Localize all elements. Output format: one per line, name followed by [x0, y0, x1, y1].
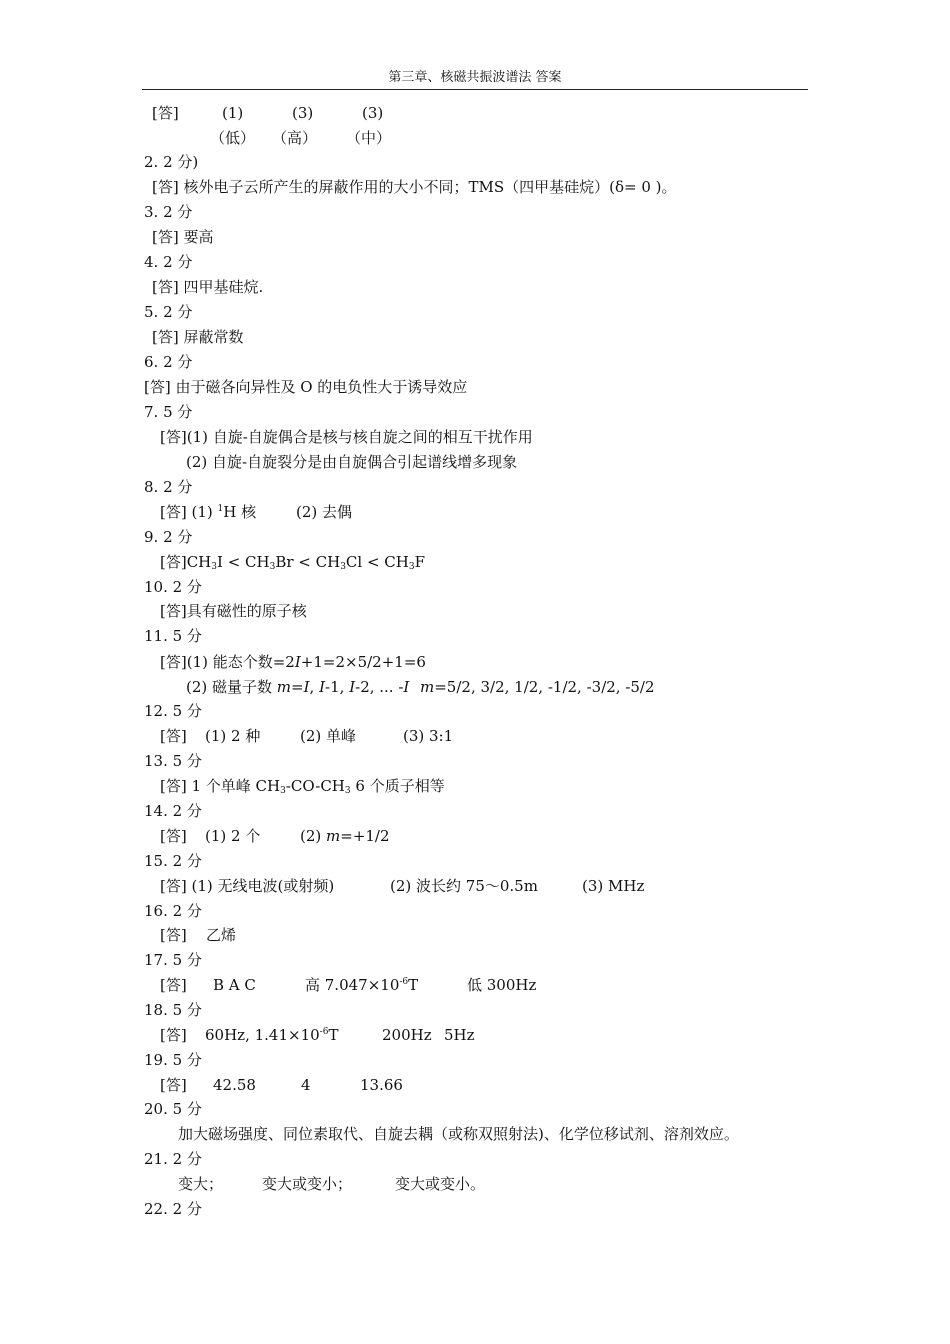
- answer-18-part3: 5Hz: [444, 1026, 475, 1044]
- answer-18-part1: 60Hz, $1.41\times 10^{-6}T$: [205, 1026, 339, 1044]
- answer-18: [答]: [160, 1026, 187, 1044]
- answer-1-sub2: （高）: [272, 129, 318, 147]
- answer-15-part3: (3) MHz: [582, 877, 645, 895]
- answer-8-part2: (2) 去偶: [296, 503, 353, 521]
- answer-21-part1: 变大；: [178, 1175, 224, 1193]
- answer-1-sub1: （低）: [210, 129, 256, 147]
- answer-16-value: 乙烯: [206, 926, 237, 944]
- question-13: 13. 5 分: [144, 752, 202, 770]
- answer-18-part2: 200Hz: [382, 1026, 432, 1044]
- answer-1-sub3: （中）: [346, 129, 392, 147]
- answer-16: [答]: [160, 926, 187, 944]
- page-header: [142, 66, 808, 90]
- question-9: 9. 2 分: [144, 528, 193, 546]
- answer-1-col3: (3): [362, 104, 384, 122]
- answer-12: [答]: [160, 727, 187, 745]
- answer-11-part1: [答](1) 能态个数=2I+1=2×5/2+1=6: [160, 653, 426, 671]
- answer-19: [答]: [160, 1076, 187, 1094]
- answer-12-part2: (2) 单峰: [300, 727, 357, 745]
- question-12: 12. 5 分: [144, 702, 202, 720]
- answer-20: 加大磁场强度、同位素取代、自旋去耦（或称双照射法)、化学位移试剂、溶剂效应。: [178, 1125, 739, 1143]
- question-5: 5. 2 分: [144, 303, 193, 321]
- answer-14-part2: (2) m=+1/2: [300, 827, 390, 845]
- answer-17: [答]: [160, 976, 187, 994]
- answer-15-part2: (2) 波长约 75～0.5m: [390, 877, 538, 895]
- answer-7-part1: [答](1) 自旋-自旋偶合是核与核自旋之间的相互干扰作用: [160, 428, 533, 446]
- answer-11-values: m=5/2, 3/2, 1/2, -1/2, -3/2, -5/2: [420, 678, 655, 696]
- answer-12-part3: (3) 3:1: [403, 727, 454, 745]
- answer-4: [答] 四甲基硅烷.: [152, 278, 264, 296]
- question-4: 4. 2 分: [144, 253, 193, 271]
- question-15: 15. 2 分: [144, 852, 202, 870]
- answer-10: [答]具有磁性的原子核: [160, 602, 307, 620]
- answer-8: [答] (1) $^1$H 核: [160, 503, 257, 521]
- question-14: 14. 2 分: [144, 802, 202, 820]
- answer-1: [答]: [152, 104, 179, 122]
- answer-14-part1: (1) 2 个: [205, 827, 261, 845]
- question-10: 10. 2 分: [144, 578, 202, 596]
- answer-21-part2: 变大或变小；: [262, 1175, 353, 1193]
- answer-15-part1: [答] (1) 无线电波(或射频): [160, 877, 335, 895]
- answer-17-part3: 低 300Hz: [467, 976, 537, 994]
- question-20: 20. 5 分: [144, 1100, 202, 1118]
- question-17: 17. 5 分: [144, 951, 202, 969]
- answer-3: [答] 要高: [152, 228, 214, 246]
- answer-2: [答] 核外电子云所产生的屏蔽作用的大小不同；TMS（四甲基硅烷）(δ= 0 )。: [152, 178, 677, 196]
- question-22: 22. 2 分: [144, 1200, 202, 1218]
- answer-9: [答]$CH_3I < CH_3Br < CH_3Cl < CH_3F$: [160, 553, 426, 572]
- answer-6: [答] 由于磁各向异性及 O 的电负性大于诱导效应: [144, 378, 468, 396]
- answer-5: [答] 屏蔽常数: [152, 328, 244, 346]
- question-2: 2. 2 分): [144, 153, 199, 171]
- question-8: 8. 2 分: [144, 478, 193, 496]
- answer-1-col2: (3): [292, 104, 314, 122]
- question-3: 3. 2 分: [144, 203, 193, 221]
- answer-21-part3: 变大或变小。: [395, 1175, 486, 1193]
- answer-13: [答] 1 个单峰 $CH_3-CO-CH_3$ 6 个质子相等: [160, 777, 445, 796]
- question-21: 21. 2 分: [144, 1150, 202, 1168]
- question-19: 19. 5 分: [144, 1051, 202, 1069]
- answer-1-col1: (1): [222, 104, 244, 122]
- question-16: 16. 2 分: [144, 902, 202, 920]
- answer-19-part2: 4: [301, 1076, 311, 1094]
- answer-7-part2: (2) 自旋-自旋裂分是由自旋偶合引起谱线增多现象: [186, 453, 518, 471]
- question-18: 18. 5 分: [144, 1001, 202, 1019]
- answer-12-part1: (1) 2 种: [205, 727, 261, 745]
- answer-19-part1: 42.58: [213, 1076, 256, 1094]
- answer-11-part2: (2) 磁量子数 m=I, I-1, I-2, ... -I: [186, 678, 410, 696]
- question-6: 6. 2 分: [144, 353, 193, 371]
- question-11: 11. 5 分: [144, 627, 202, 645]
- question-7: 7. 5 分: [144, 403, 193, 421]
- header-title: 第三章、核磁共振波谱法 答案: [388, 70, 562, 85]
- answer-19-part3: 13.66: [360, 1076, 403, 1094]
- answer-17-part2: 高 $7.047\times 10^{-6}T$: [305, 976, 419, 994]
- answer-17-part1: B A C: [213, 976, 256, 994]
- answer-14: [答]: [160, 827, 187, 845]
